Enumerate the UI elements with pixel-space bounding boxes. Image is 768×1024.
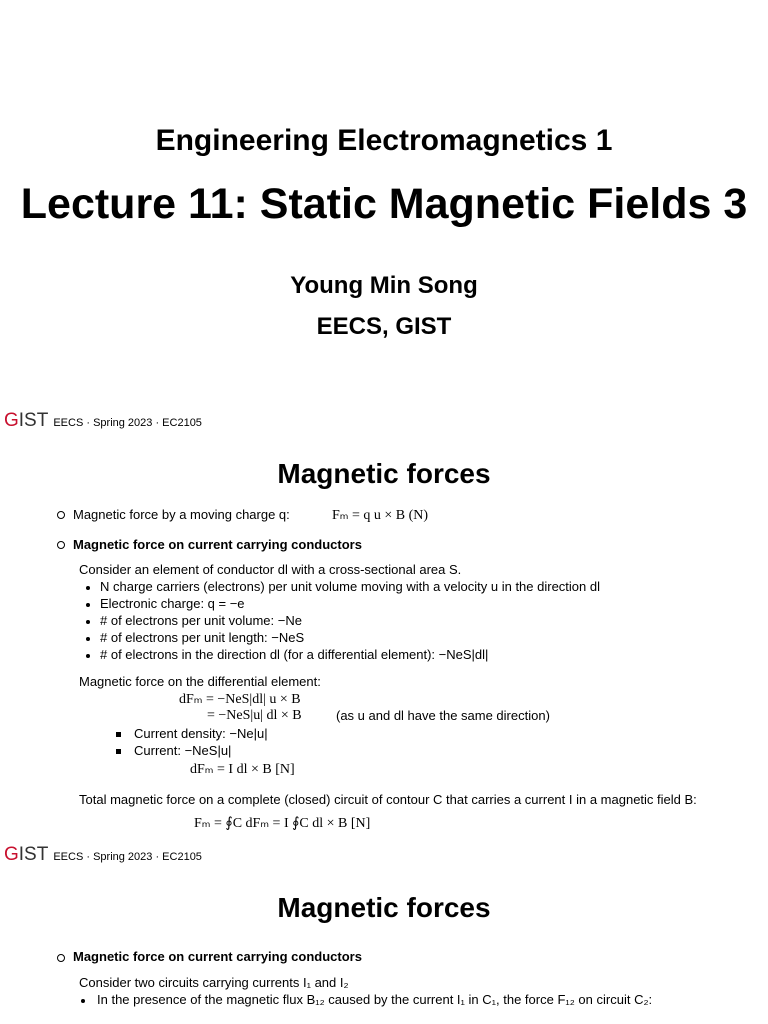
footer-text: EECS · Spring 2023 · EC2105	[53, 851, 202, 863]
equation-dfm-3: dFₘ = I dl × B [N]	[190, 762, 295, 777]
bullet-dot-icon	[86, 637, 90, 641]
differential-label: Magnetic force on the differential element:	[79, 674, 321, 689]
slide-title: Magnetic forces	[277, 892, 491, 923]
bullet-dot-icon	[86, 620, 90, 624]
item-text: In the presence of the magnetic flux B₁₂ caused by the current I₁ in C₁, the force F₁₂ on circuit C₂:	[97, 992, 653, 1007]
hollow-bullet-icon	[57, 541, 65, 549]
gist-logo-rest: IST	[18, 410, 49, 431]
affiliation: EECS, GIST	[316, 313, 452, 340]
magnetic-forces-slide-2	[0, 844, 768, 1024]
magnetic-forces-slide-1	[0, 410, 768, 844]
author-name: Young Min Song	[290, 272, 478, 299]
course-title: Engineering Electromagnetics 1	[155, 124, 613, 157]
total-force-text: Total magnetic force on a complete (closed) circuit of contour C that carries a current I in a magnetic field B:	[79, 792, 697, 807]
conductor-heading: Magnetic force on current carrying conductors	[73, 537, 362, 552]
square-bullet-icon	[116, 732, 121, 737]
bullet-dot-icon	[81, 999, 85, 1003]
lecture-title: Lecture 11: Static Magnetic Fields 3	[20, 180, 748, 228]
item-text: # of electrons per unit volume: −Ne	[100, 613, 302, 628]
current-text: Current: −NeS|u|	[134, 743, 232, 758]
item-text: N charge carriers (electrons) per unit volume moving with a velocity u in the direction dl	[100, 579, 600, 594]
two-circuits-intro: Consider two circuits carrying currents I₁ and I₂	[79, 975, 349, 990]
equation-total-force: Fₘ = ∮C dFₘ = I ∮C dl × B [N]	[194, 816, 371, 831]
lorentz-equation: Fₘ = q u × B (N)	[332, 508, 429, 523]
slide-footer	[4, 410, 202, 432]
item-text: # of electrons per unit length: −NeS	[100, 630, 305, 645]
title-slide	[0, 0, 768, 410]
item-text: # of electrons in the direction dl (for a differential element): −NeS|dl|	[100, 647, 489, 662]
equation-dfm-2: = −NeS|u| dl × B	[207, 708, 302, 723]
bullet-dot-icon	[86, 586, 90, 590]
square-bullet-icon	[116, 749, 121, 754]
current-density-text: Current density: −Ne|u|	[134, 726, 268, 741]
footer-text: EECS · Spring 2023 · EC2105	[53, 417, 202, 429]
hollow-bullet-icon	[57, 954, 65, 962]
slide-footer	[4, 844, 202, 866]
gist-logo-g: G	[4, 410, 19, 431]
gist-logo-g: G	[4, 844, 19, 865]
conductor-intro: Consider an element of conductor dl with a cross-sectional area S.	[79, 562, 462, 577]
hollow-bullet-icon	[57, 511, 65, 519]
slide-title: Magnetic forces	[277, 458, 491, 489]
gist-logo-rest: IST	[18, 844, 49, 865]
conductor-heading: Magnetic force on current carrying conductors	[73, 949, 362, 964]
equation-note: (as u and dl have the same direction)	[336, 708, 550, 723]
bullet-dot-icon	[86, 654, 90, 658]
item-text: Electronic charge: q = −e	[100, 596, 245, 611]
moving-charge-text: Magnetic force by a moving charge q:	[73, 507, 290, 522]
bullet-dot-icon	[86, 603, 90, 607]
equation-dfm-1: dFₘ = −NeS|dl| u × B	[179, 692, 301, 707]
